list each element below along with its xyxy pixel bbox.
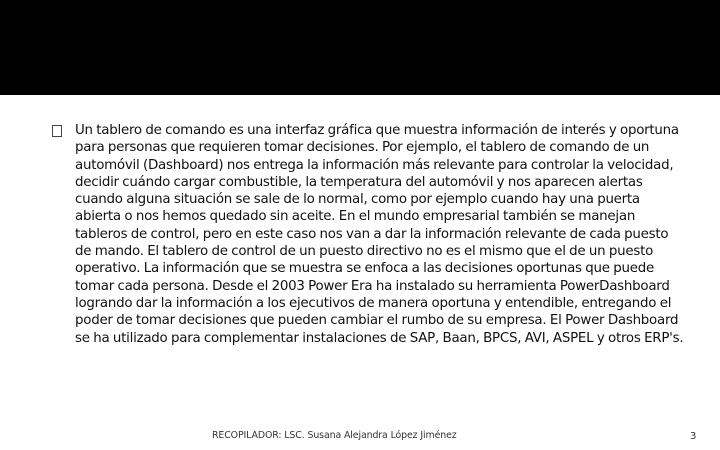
footer-credit: RECOPILADOR: LSC. Susana Alejandra López Jiménez (212, 430, 457, 441)
bullet-icon (52, 122, 64, 140)
header-band (0, 0, 720, 95)
page-number: 3 (690, 431, 697, 442)
body-paragraph: Un tablero de comando es una interfaz gráfica que muestra información de interés y oportuna para personas que requieren tomar decisiones. Por ejemplo, el tablero de comando de un automóvil (Dashboard) nos entrega la información más relevante para controlar la velocidad, decidir cuándo cargar combustible, la temperatura del automóvil y nos aparecen alertas cuando alguna situación se sale de lo normal, como por ejemplo cuando hay una puerta abierta o nos hemos quedado sin aceite. En el mundo empresarial también se manejan tableros de control, pero en este caso nos van a dar la información relevante de cada puesto de mando. El tablero de control de un puesto directivo no es el mismo que el de un puesto operativo. La información que se muestra se enfoca a las decisiones oportunas que puede tomar cada persona. Desde el 2003 Power Era ha instalado su herramienta PowerDashboard logrando dar la información a los ejecutivos de manera oportuna y entendible, entregando el poder de tomar decisiones que pueden cambiar el rumbo de su empresa. El Power Dashboard se ha utilizado para complementar instalaciones de SAP, Baan, BPCS, AVI, ASPEL y otros ERP's. (75, 123, 684, 346)
